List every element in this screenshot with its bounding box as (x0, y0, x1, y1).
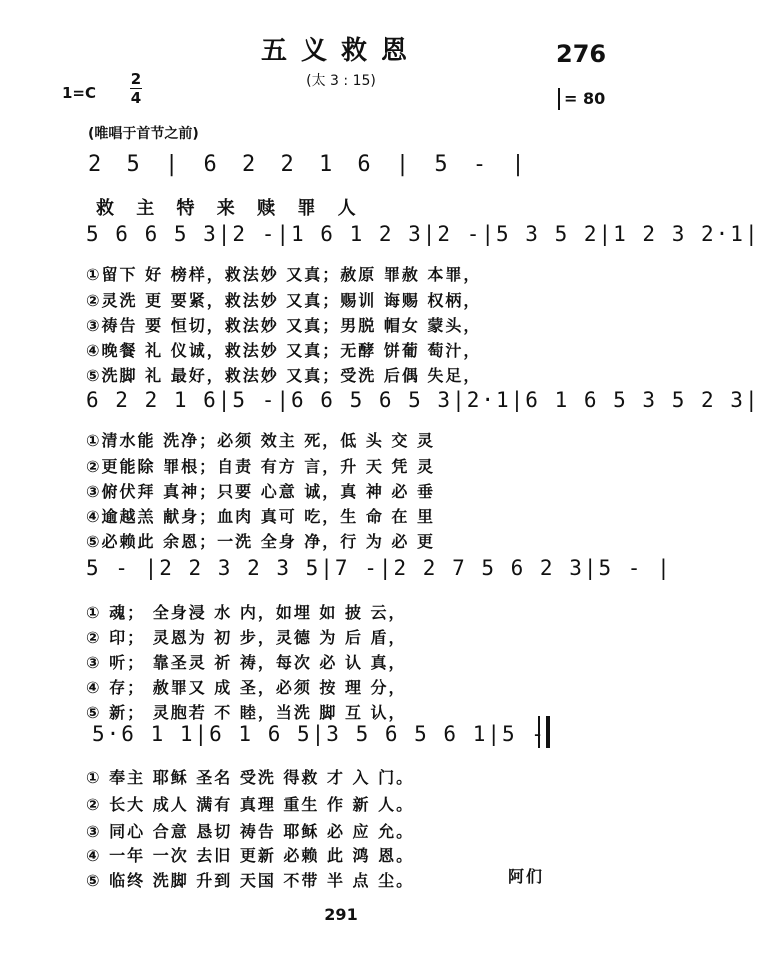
line1-lyric-2: ②灵洗 更 要紧，救法妙 又真；赐训 诲赐 权柄， (86, 291, 482, 310)
line3-lyric-1: ① 魂； 全身浸 水 内，如埋 如 披 云， (86, 603, 407, 622)
quarter-note-icon (558, 88, 560, 110)
line3-lyric-3: ③ 听； 靠圣灵 祈 祷，每次 必 认 真， (86, 653, 407, 672)
line2-notes: 6 2 2 1 6|5 -|6 6 5 6 5 3|2·1|6 1 6 5 3 5 2 3| (86, 388, 760, 412)
tempo-marking (558, 88, 605, 110)
hymn-number: 276 (556, 40, 607, 68)
line4-notes: 5·6 1 1|6 1 6 5|3 5 6 5 6 1|5 - (92, 722, 546, 746)
line3-lyric-4: ④ 存； 赦罪又 成 圣，必须 按 理 分， (86, 678, 407, 697)
line2-lyric-4: ④逾越羔 献身；血肉 真可 吃，生 命 在 里 (86, 507, 435, 526)
line4-lyric-3: ③ 同心 合意 恳切 祷告 耶稣 必 应 允。 (86, 822, 415, 841)
tempo-value: = 80 (564, 89, 606, 108)
line4-lyric-5: ⑤ 临终 洗脚 升到 天国 不带 半 点 尘。 (86, 871, 415, 890)
line4-lyric-2: ② 长大 成人 满有 真理 重生 作 新 人。 (86, 795, 415, 814)
line2-lyric-1: ①清水能 洗净；必须 效主 死，低 头 交 灵 (86, 431, 435, 450)
line1-lyric-3: ③祷告 要 恒切，救法妙 又真；男脱 帽女 蒙头， (86, 316, 482, 335)
line2-lyric-3: ③俯伏拜 真神；只要 心意 诚，真 神 必 垂 (86, 482, 435, 501)
key-signature: 1=C (62, 84, 97, 102)
line2-lyric-2: ②更能除 罪根；自责 有方 言，升 天 凭 灵 (86, 457, 435, 476)
time-top: 2 (130, 70, 142, 88)
line1-lyric-1: ①留下 好 榜样，救法妙 又真；赦原 罪赦 本罪， (86, 265, 482, 284)
amen-text: 阿们 (508, 867, 545, 886)
line3-notes: 5 - |2 2 3 2 3 5|7 -|2 2 7 5 6 2 3|5 - | (86, 556, 672, 580)
line1-lyric-4: ④晚餐 礼 仪诚，救法妙 又真；无酵 饼葡 萄汁， (86, 341, 482, 360)
intro-notes: 2 5 | 6 2 2 1 6 | 5 - | (88, 152, 531, 177)
line3-lyric-5: ⑤ 新； 灵胞若 不 睦，当洗 脚 互 认， (86, 703, 407, 722)
performance-note: (唯唱于首节之前) (88, 126, 199, 142)
line2-lyric-5: ⑤必赖此 余恩；一洗 全身 净，行 为 必 更 (86, 532, 435, 551)
line4-lyric-4: ④ 一年 一次 去旧 更新 必赖 此 鸿 恩。 (86, 846, 415, 865)
final-barline (538, 716, 550, 748)
line4-lyric-1: ① 奉主 耶稣 圣名 受洗 得救 才 入 门。 (86, 768, 415, 787)
scripture-reference: (太 3 : 15) (306, 73, 376, 89)
line3-lyric-2: ② 印； 灵恩为 初 步，灵德 为 后 盾， (86, 628, 407, 647)
page-number: 291 (324, 905, 358, 924)
line1-notes: 5 6 6 5 3|2 -|1 6 1 2 3|2 -|5 3 5 2|1 2 3 2·1| (86, 222, 760, 246)
line1-lyric-5: ⑤洗脚 礼 最好，救法妙 又真；受洗 后偶 失足， (86, 366, 482, 385)
intro-lyric: 救 主 特 来 赎 罪 人 (96, 198, 364, 219)
time-signature (130, 70, 142, 107)
time-bottom: 4 (130, 89, 142, 107)
hymn-title: 五义救恩 (260, 36, 421, 66)
